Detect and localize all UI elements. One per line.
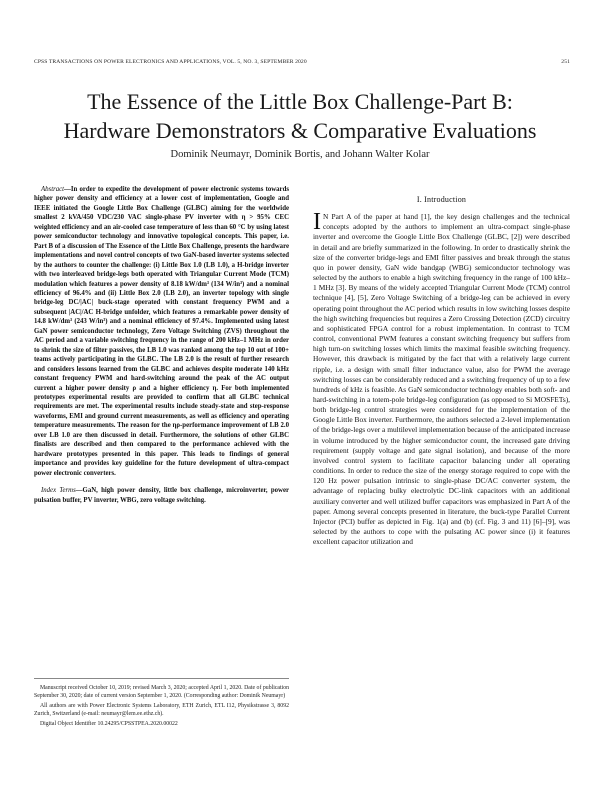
- title-line-2: Hardware Demonstrators & Comparative Evaluations: [63, 118, 537, 143]
- introduction-text: N Part A of the paper at hand [1], the key design challenges and the technical concepts adopted by the authors to implement an ultra-compact single-phase inverter and overcome the Google Little Box Challenge (GLBC, [2]) were described in detail and are briefly summarized in the following. In order to drastically shrink the size of the converter bridge-legs and EMI filter passives and break through the status quo in power density, GaN wide bandgap (WBG) semiconductor technology was selected by the authors to enable a high switching frequency in the range of 100 kHz–1 MHz [3]. By means of the widely accepted Triangular Current Mode (TCM) control technique [4], [5], Zero Voltage Switching of a bridge-leg can be achieved in every operating point throughout the AC period which results in low switching losses despite the high switching frequencies but requires a Zero Crossing Detection (ZCD) circuitry and sophisticated FPGA control for a robust implementation. In contrast to TCM control, conventional PWM features a constant switching frequency but suffers from high turn-on switching losses which limits the maximal feasible switching frequency. However, this drawback is mitigated by the fact that with a relatively large current ripple, i.e. a design with small filter inductance value, also for PWM the average switching losses can be considerably reduced and a switching frequency of up to a few hundreds of kHz is feasible. As GaN semiconductor technology enables both soft- and hard-switching in a totem-pole bridge-leg configuration (as opposed to Si MOSFETs), both bridge-leg control strategies were considered for the implementation of the Google Little Box inverter. Furthermore, the authors selected a 2-level implementation of the bridge-legs over a multilevel implementation because of the anticipated increase in volume introduced by the higher semiconductor count, the increased gate driving requirement (supply voltage and gate signal isolation), and because of the more involved control system to facilitate capacitor balancing under all operating conditions. In order to reduce the size of the energy storage required to cope with the 120 Hz power pulsation intrinsic to single-phase DC/AC converter system, the advantage of replacing bulky electrolytic DC-link capacitors with an additional auxiliary converter and well utilized buffer capacitors was emphasized in Part A of the paper. Among several concepts presented in literature, the buck-type Parallel Current Injector (PCI) buffer as depicted in Fig. 1(a) and (b) (cf. Fig. 3 and 11) [6]–[9], was selected by the authors to cope with the pulsating AC power since (i) it features excellent capacitor utilization and: [313, 212, 571, 547]
- footnotes: [34, 678, 289, 729]
- footnote-received: Manuscript received October 10, 2019; revised March 3, 2020; accepted April 1, 2020. Date of publication September 30, 2020; date of current version September 1, 2020. (Corresponding author: Dominik Neumayr): [34, 685, 289, 700]
- page-number: 251: [561, 59, 570, 65]
- introduction-paragraph: [313, 209, 571, 547]
- paper-title: [20, 87, 580, 145]
- abstract-text: In order to expedite the development of power electronic systems towards higher power density and efficiency at a lower cost of implementation, Google and IEEE initiated the Google Little Box Challenge (GLBC) aiming for the worldwide smallest 2 kVA/450 VDC/230 VAC single-phase PV inverter with η > 95% CEC weighted efficiency and an air-cooled case temperature of less than 60 °C by using latest power semiconductor technology and innovative topological concepts. This paper, i.e. Part B of a discussion of The Essence of the Little Box Challenge, presents the hardware implementations and novel control concepts of two GaN-based inverter systems selected by the authors to counter the challenge: (i) Little Box 1.0 (LB 1.0), a H-bridge inverter with two interleaved bridge-legs both operated with Triangular Current Mode (TCM) modulation which features a power density of 8.18 kW/dm³ (134 W/in³) and a nominal efficiency of 96.4% and (ii) Little Box 2.0 (LB 2.0), an inverter topology with single bridge-leg DC/|AC| buck-stage operated with constant frequency PWM and a subsequent |AC|/AC H-bridge unfolder, which features a remarkable power density of 14.8 kW/dm³ (243 W/in³) and a nominal efficiency of 97.4%. Implemented using latest GaN power semiconductor technology, Zero Voltage Switching (ZVS) throughout the AC period and a variable switching frequency in the range of 200 kHz–1 MHz in order to shrink the size of filter passives, the LB 1.0 was ranked among the top 10 out of 100+ teams actively participating in the GLBC. The LB 2.0 is the result of further research and considers lessons learned from the GLBC and achieves despite moderate 140 kHz constant frequency PWM and hard-switching around the peak of the AC output current a higher power density ρ and a higher efficiency η. For both implemented prototypes experimental results are provided to confirm that all GLBC technical requirements are met. The experimental results include steady-state and step-response waveforms, EMI and ground current measurements, as well as efficiency and operating temperature measurements. The reason for the ηρ-performance improvement of LB 2.0 over LB 1.0 are then discussed in detail. Furthermore, the solutions of other GLBC finalists are described and then compared to the performance achieved with the hardware prototypes presented in this paper. This leads to findings of general importance and provides key guideline for the future development of ultra-compact power electronic converters.: [34, 186, 289, 477]
- title-line-1: The Essence of the Little Box Challenge-Part B:: [87, 89, 513, 114]
- drop-cap: I: [313, 209, 321, 236]
- index-terms-label: Index Terms: [41, 487, 76, 495]
- index-terms-text: GaN, high power density, little box challenge, microinverter, power pulsation buffer, PV inverter, WBG, zero voltage switching.: [34, 487, 289, 504]
- right-column: [313, 195, 570, 547]
- index-terms-dash: —: [75, 487, 83, 495]
- abstract-label: Abstract: [41, 186, 65, 193]
- section-heading-introduction: I. Introduction: [416, 195, 467, 204]
- footnote-doi: Digital Object Identifier 10.24295/CPSSTPEA.2020.00022: [40, 720, 178, 727]
- index-terms: [34, 486, 289, 505]
- author-list: Dominik Neumayr, Dominik Bortis, and Johann Walter Kolar: [170, 149, 430, 160]
- abstract-dash: —: [64, 186, 71, 193]
- footnote-affiliation: All authors are with Power Electronic Systems Laboratory, ETH Zurich, ETL I12, Physikstrasse 3, 8092 Zurich, Switzerland (e-mail: neumayr@lem.ee.ethz.ch).: [34, 702, 289, 718]
- journal-name: CPSS TRANSACTIONS ON POWER ELECTRONICS AND APPLICATIONS, VOL. 5, NO. 3, SEPTEMBER 2020: [34, 59, 307, 65]
- abstract: [34, 185, 289, 478]
- left-column: [34, 185, 289, 505]
